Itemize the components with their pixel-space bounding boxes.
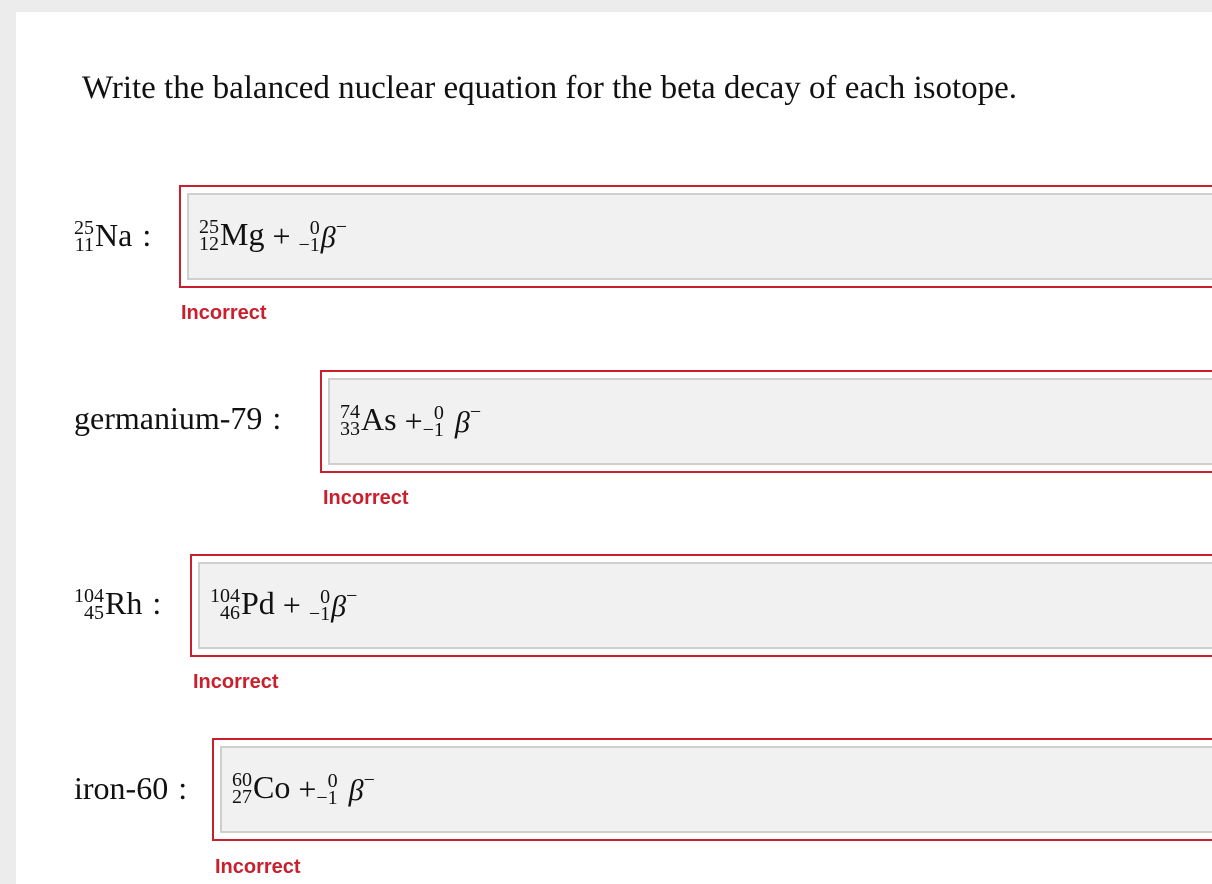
isotope-label-germanium79: germanium-79 : bbox=[74, 400, 282, 436]
feedback-incorrect-2: Incorrect bbox=[323, 487, 409, 509]
answer-input-3[interactable]: 104 46 Pd + 0 −1 β− bbox=[198, 562, 1212, 649]
answer-field-4[interactable] bbox=[212, 738, 1212, 841]
answer-input-4[interactable]: 60 27 Co + 0 −1 β− bbox=[220, 746, 1212, 833]
feedback-incorrect-4: Incorrect bbox=[215, 856, 301, 878]
answer-field-1[interactable] bbox=[179, 185, 1212, 288]
answer-input-2[interactable]: 74 33 As + 0 −1 β− bbox=[328, 378, 1212, 465]
answer-input-1[interactable]: 25 12 Mg + 0 −1 β− bbox=[187, 193, 1212, 280]
answer-field-2[interactable] bbox=[320, 370, 1212, 473]
isotope-label-na25: 25 11 Na : bbox=[74, 216, 152, 256]
isotope-label-iron60: iron-60 : bbox=[74, 770, 188, 806]
question-card bbox=[16, 12, 1212, 884]
answer-field-3[interactable] bbox=[190, 554, 1212, 657]
feedback-incorrect-1: Incorrect bbox=[181, 302, 267, 324]
feedback-incorrect-3: Incorrect bbox=[193, 671, 279, 693]
isotope-label-rh104: 104 45 Rh : bbox=[74, 584, 162, 624]
question-text: Write the balanced nuclear equation for the beta decay of each isotope. bbox=[82, 70, 1018, 106]
